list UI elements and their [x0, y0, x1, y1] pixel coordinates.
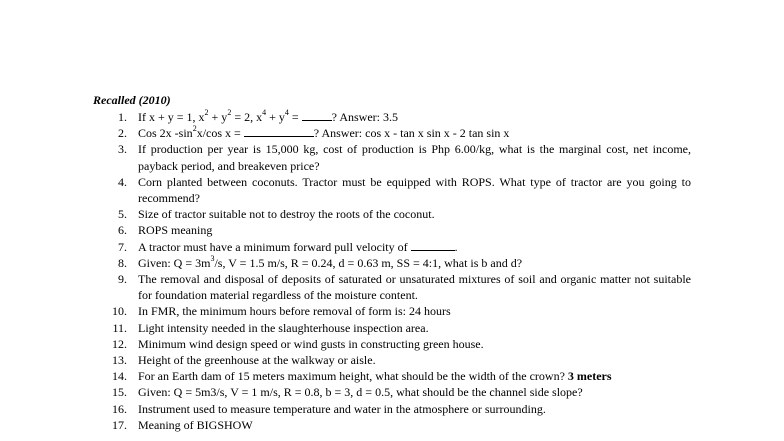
- item-text: A tractor must have a minimum forward pull velocity of .: [138, 239, 458, 254]
- list-item: [93, 109, 691, 125]
- item-number: 13.: [112, 353, 127, 368]
- item-number: 16.: [112, 401, 127, 416]
- list-item: [93, 206, 691, 222]
- item-number: 7.: [118, 239, 127, 254]
- item-text: Given: Q = 5m3/s, V = 1 m/s, R = 0.8, b = 3, d = 0.5, what should be the channel side slope?: [138, 385, 583, 400]
- item-text: Meaning of BIGSHOW: [138, 417, 253, 432]
- list-item: [93, 125, 691, 141]
- item-text: Light intensity needed in the slaughterhouse inspection area.: [138, 320, 429, 335]
- item-text: For an Earth dam of 15 meters maximum height, what should be the width of the crown? 3 meters: [138, 369, 612, 384]
- item-number: 1.: [118, 110, 127, 124]
- list-item: [93, 336, 691, 352]
- list-item: [93, 271, 691, 303]
- item-text: Corn planted between coconuts. Tractor must be equipped with ROPS. What type of tractor are you going to recommend?: [138, 174, 691, 206]
- item-text: Cos 2x $-\sin^2x/\cos$ x = ? Answer: cos x - tan x sin x - 2 tan sin x: [138, 124, 510, 141]
- item-text: The removal and disposal of deposits of saturated or unsaturated mixtures of soil and organic matter not suitable for foundation material regardless of the moisture content.: [138, 272, 691, 303]
- item-number: 9.: [118, 272, 127, 287]
- list-item: [93, 384, 691, 400]
- section-heading: Recalled (2010): [93, 93, 171, 107]
- list-item: [93, 401, 691, 417]
- item-number: 10.: [112, 304, 127, 319]
- item-answer: 3 meters: [567, 369, 612, 384]
- item-number: 15.: [112, 385, 127, 400]
- item-text: Given: $Q = 3m^3/s$, V = 1.5 m/s, R = 0.24, d = 0.63 m, SS = 4:1, what is b and d?: [138, 253, 523, 270]
- list-item: [93, 174, 691, 206]
- item-number: 4.: [118, 174, 127, 189]
- item-text: ROPS meaning: [138, 223, 213, 238]
- answer-blank: [244, 125, 314, 137]
- list-item: [93, 352, 691, 368]
- answer-blank: [302, 109, 332, 121]
- answer-blank: [411, 239, 455, 251]
- list-item: [93, 303, 691, 319]
- item-text: Size of tractor suitable not to destroy the roots of the coconut.: [138, 207, 435, 222]
- list-item: [93, 141, 691, 173]
- item-number: 3.: [118, 142, 127, 157]
- list-item: [93, 222, 691, 238]
- list-item: [93, 239, 691, 255]
- item-text: Height of the greenhouse at the walkway or aisle.: [138, 353, 376, 368]
- item-number: 5.: [118, 207, 127, 222]
- list-item: [93, 320, 691, 336]
- list-item: [93, 255, 691, 271]
- item-number: 2.: [118, 126, 127, 141]
- item-text: Minimum wind design speed or wind gusts in constructing green house.: [138, 336, 484, 351]
- item-number: 8.: [118, 255, 127, 270]
- item-text: If production per year is 15,000 kg, cost of production is Php 6.00/kg, what is the marginal cost, net income, payback period, and breakeven price?: [138, 142, 691, 173]
- item-number: 14.: [112, 369, 127, 384]
- item-text: If x + y = 1, $x^2 + y^2 = 2$, $x^4 + y^4$ = ? Answer: 3.5: [138, 108, 398, 124]
- question-list: [93, 109, 691, 433]
- item-text: In FMR, the minimum hours before removal of form is: 24 hours: [138, 304, 451, 319]
- item-number: 6.: [118, 223, 127, 238]
- list-item: [93, 368, 691, 384]
- item-number: 17.: [112, 417, 127, 432]
- item-text: Instrument used to measure temperature and water in the atmosphere or surrounding.: [138, 401, 546, 416]
- item-number: 12.: [112, 336, 127, 351]
- item-number: 11.: [112, 320, 127, 335]
- list-item: [93, 417, 691, 433]
